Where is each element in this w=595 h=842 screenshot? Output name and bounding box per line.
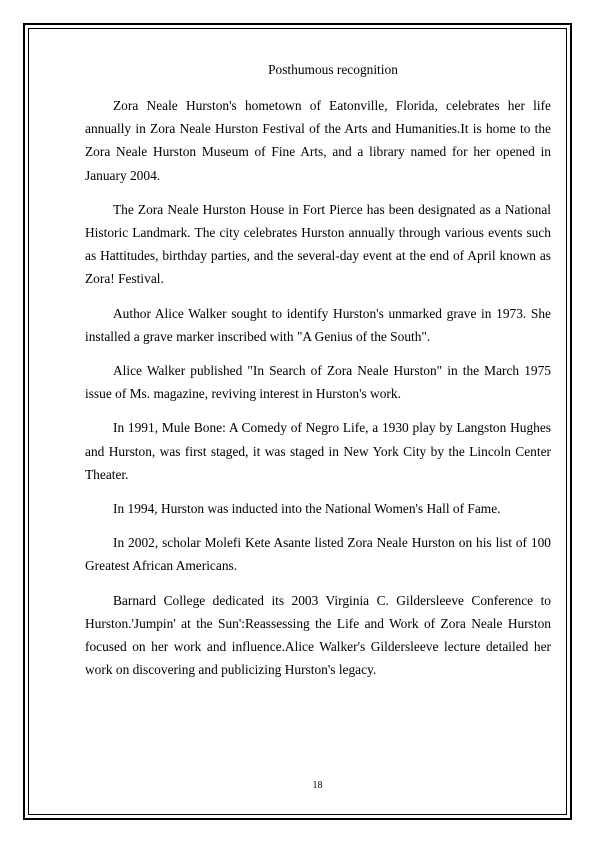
- paragraph-ms-magazine: Alice Walker published "In Search of Zora Neale Hurston" in the March 1975 issue of Ms. magazine, reviving interest in Hurston's work.: [85, 363, 551, 402]
- paragraph-fort-pierce: The Zora Neale Hurston House in Fort Pierce has been designated as a National Historic Landmark. The city celebrates Hurston annually through various events such as Hattitudes, birthday parties, and the several-day event at the end of April known as Zora! Festival.: [85, 201, 551, 287]
- page-number: 18: [312, 780, 323, 791]
- paragraph-barnard: Barnard College dedicated its 2003 Virginia C. Gildersleeve Conference to Hurston.'Jumpin' at the Sun':Reassessing the Life and Work of Zora Neale Hurston focused on her work and influence.Alice Walker's Gildersleeve lecture detailed her work on discovering and publicizing Hurston's legacy.: [85, 592, 551, 678]
- paragraph-hall-of-fame: In 1994, Hurston was inducted into the National Women's Hall of Fame.: [113, 501, 501, 517]
- paragraph-grave-marker: Author Alice Walker sought to identify Hurston's unmarked grave in 1973. She installed a grave marker inscribed with "A Genius of the South".: [85, 305, 551, 344]
- paragraph-asante-list: In 2002, scholar Molefi Kete Asante listed Zora Neale Hurston on his list of 100 Greatest African Americans.: [85, 535, 551, 574]
- paragraph-eatonville: Zora Neale Hurston's hometown of Eatonville, Florida, celebrates her life annually in Zora Neale Hurston Festival of the Arts and Humanities.It is home to the Zora Neale Hurston Museum of Fine Arts, and a library named for her opened in January 2004.: [85, 98, 551, 183]
- section-heading: Posthumous recognition: [268, 62, 398, 77]
- paragraph-mule-bone: In 1991, Mule Bone: A Comedy of Negro Life, a 1930 play by Langston Hughes and Hurston, was first staged, it was staged in New York City by the Lincoln Center Theater.: [85, 420, 551, 482]
- page-content: [85, 60, 551, 692]
